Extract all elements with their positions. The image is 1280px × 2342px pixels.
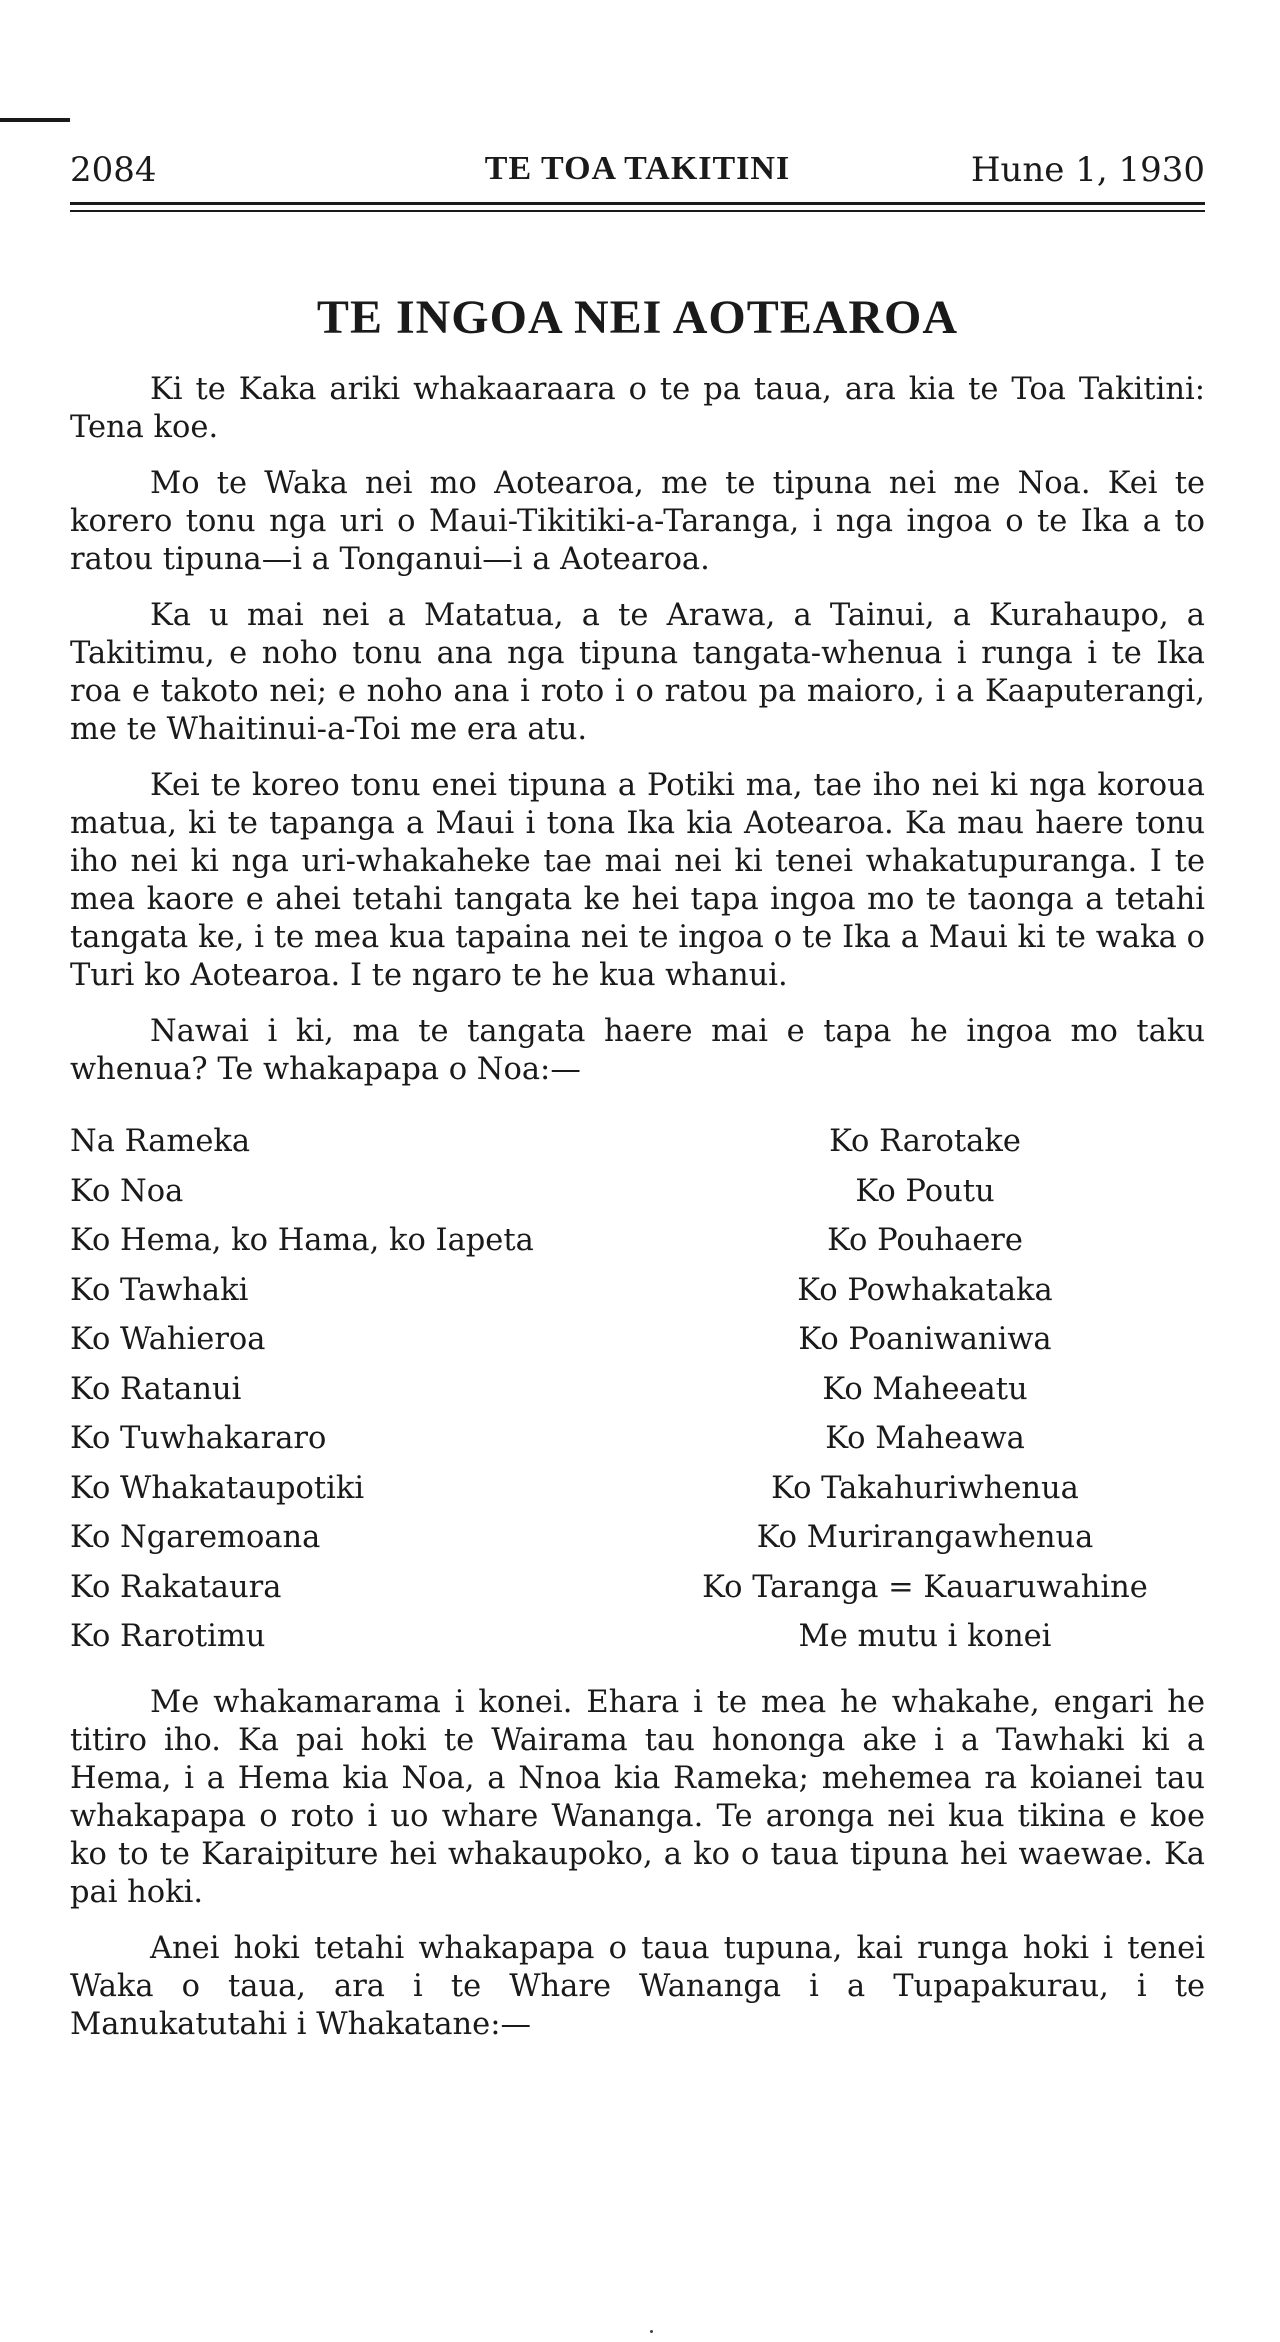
- paragraph: Ka u mai nei a Matatua, a te Arawa, a Tainui, a Kurahaupo, a Takitimu, e noho tonu ana nga tipuna tangata-whenua i runga i te Ika roa e takoto nei; e noho ana i roto i o ratou pa maioro, i a Kaaputerangi, me te Whaitinui-a-Toi me era atu.: [70, 598, 1205, 747]
- genealogy-entry: Ko Poaniwaniwa: [798, 1322, 1052, 1357]
- paragraph: Mo te Waka nei mo Aotearoa, me te tipuna nei me Noa. Kei te korero tonu nga uri o Maui-Tikitiki-a-Taranga, i nga ingoa o te Ika a to ratou tipuna—i a Tonganui—i a Aotearoa.: [70, 466, 1205, 577]
- genealogy-entry: Ko Whakataupotiki: [70, 1470, 365, 1506]
- print-speck: [650, 2330, 653, 2333]
- document-page: [70, 150, 1205, 2062]
- genealogy-entry: Ko Noa: [70, 1173, 184, 1209]
- genealogy-entry: Ko Maheeatu: [822, 1371, 1028, 1407]
- journal-title: TE TOA TAKITINI: [484, 150, 791, 187]
- genealogy-entry: Ko Pouhaere: [827, 1223, 1023, 1258]
- genealogy-entry: Ko Maheawa: [825, 1421, 1025, 1456]
- paragraph: Nawai i ki, ma te tangata haere mai e tapa he ingoa mo taku whenua? Te whakapapa o Noa:—: [70, 1014, 1205, 1087]
- genealogy-entry: Ko Powhakataka: [797, 1272, 1053, 1308]
- paragraph: Ki te Kaka ariki whakaaraara o te pa taua, ara kia te Toa Takitini: Tena koe.: [70, 372, 1205, 445]
- issue-date: Hune 1, 1930: [970, 150, 1205, 190]
- genealogy-closing-note: Me mutu i konei: [798, 1619, 1052, 1654]
- paragraph: Kei te koreo tonu enei tipuna a Potiki ma, tae iho nei ki nga koroua matua, ki te tapanga a Maui i tona Ika kia Aotearoa. Ka mau haere tonu iho nei ki nga uri-whakaheke tae mai nei ki tenei whakatupuranga. I te mea kaore e ahei tetahi tangata ke hei tapa ingoa mo te taonga a tetahi tangata ke, i te mea kua tapaina nei te ingoa o te Ika a Maui ki te waka o Turi ko Aotearoa. I te ngaro te he kua whanui.: [70, 768, 1205, 993]
- header-rule: [70, 202, 1205, 212]
- running-head: [70, 150, 1205, 198]
- genealogy-entry: Ko Rarotake: [829, 1124, 1021, 1159]
- genealogy-entry: Ko Ratanui: [70, 1371, 242, 1407]
- genealogy-entry: Ko Rarotimu: [70, 1619, 266, 1654]
- genealogy-entry: Ko Ngaremoana: [70, 1520, 321, 1555]
- genealogy-entry: Ko Tuwhakararo: [70, 1421, 327, 1456]
- genealogy-entry: Na Rameka: [70, 1124, 251, 1159]
- genealogy-left-column: [70, 1117, 640, 1662]
- genealogy-entry: Ko Murirangawhenua: [756, 1520, 1094, 1555]
- genealogy-entry: Ko Hema, ko Hama, ko Iapeta: [70, 1223, 534, 1258]
- genealogy-entry: Ko Taranga = Kauaruwahine: [702, 1569, 1148, 1605]
- genealogy-entry: Ko Rakataura: [70, 1569, 282, 1605]
- genealogy-right-column: [645, 1117, 1205, 1662]
- paragraph: Me whakamarama i konei. Ehara i te mea he whakahe, engari he titiro iho. Ka pai hoki te Wairama tau hononga ake i a Tawhaki ki a Hema, i a Hema kia Noa, a Nnoa kia Rameka; mehemea ra koianei tau whakapapa o roto i uo whare Wananga. Te aronga nei kua tikina e koe ko to te Karaipiture hei whakaupoko, a ko o taua tipuna hei waewae. Ka pai hoki.: [70, 1684, 1205, 1910]
- genealogy-entry: Ko Tawhaki: [70, 1272, 249, 1308]
- article-title: TE INGOA NEI AOTEAROA: [316, 291, 959, 344]
- paragraph: Anei hoki tetahi whakapapa o taua tupuna, kai runga hoki i tenei Waka o taua, ara i te Whare Wananga i a Tupapakurau, i te Manukatutahi i Whakatane:—: [70, 1930, 1205, 2042]
- genealogy-list: [70, 1117, 1205, 1662]
- page-number: 2084: [70, 150, 157, 190]
- genealogy-entry: Ko Wahieroa: [70, 1322, 266, 1357]
- genealogy-entry: Ko Takahuriwhenua: [771, 1470, 1079, 1506]
- ornament-dash: [0, 118, 70, 122]
- genealogy-entry: Ko Poutu: [855, 1173, 995, 1209]
